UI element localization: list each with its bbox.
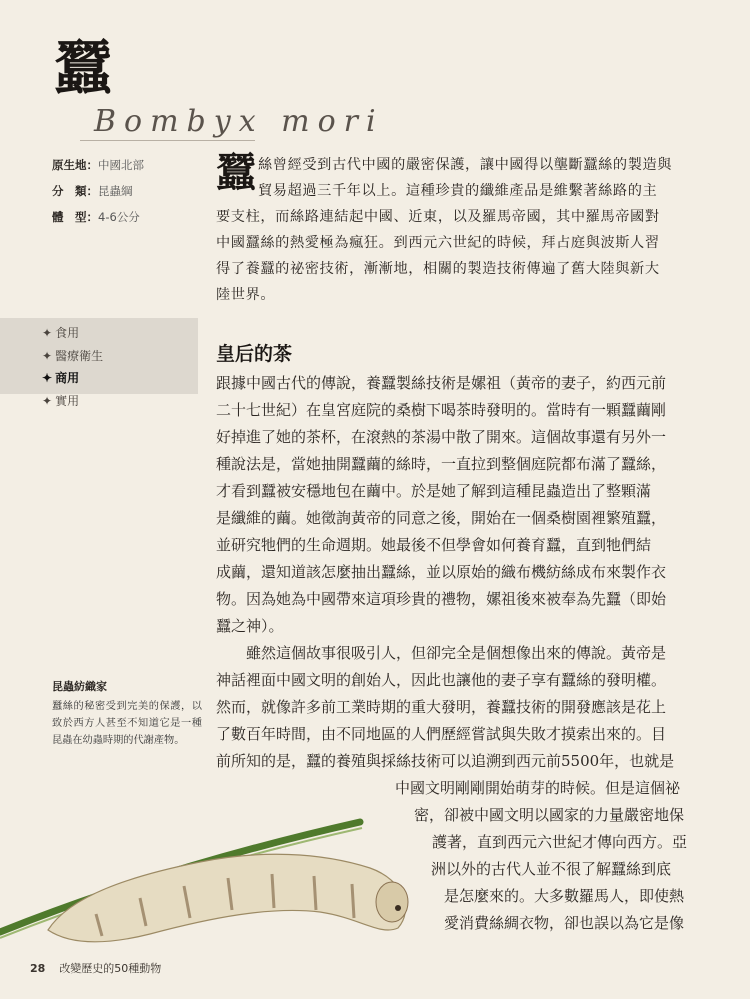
diamond-icon: ✦ xyxy=(42,371,53,385)
intro-line: 陸世界。 xyxy=(216,287,276,303)
body-line: 種說法是，當她抽開蠶繭的絲時，一直拉到整個庭院都布滿了蠶絲， xyxy=(216,455,667,473)
intro-line: 貿易超過三千年以上。這種珍貴的纖維產品是維繫著絲路的主 xyxy=(258,183,658,199)
use-label: 醫療衛生 xyxy=(55,348,104,363)
sidebar-heading: 昆蟲紡織家 xyxy=(52,680,107,693)
title-rule xyxy=(80,140,255,141)
body-line: 密，卻被中國文明以國家的力量嚴密地保 xyxy=(414,806,685,824)
intro-line: 中國蠶絲的熱愛極為瘋狂。到西元六世紀的時候，拜占庭與波斯人習 xyxy=(216,235,660,251)
title-character: 蠶 xyxy=(54,34,113,102)
intro-line: 要支柱，而絲路連結起中國、近東，以及羅馬帝國，其中羅馬帝國對 xyxy=(216,209,660,225)
use-item-medical xyxy=(42,345,103,368)
body-line: 神話裡面中國文明的創始人，因此也讓他的妻子享有蠶絲的發明權。 xyxy=(216,671,667,689)
body-line: 了數百年時間，由不同地區的人們歷經嘗試與失敗才摸索出來的。目 xyxy=(216,725,667,743)
body-line: 成繭，還知道該怎麼抽出蠶絲，並以原始的織布機紡絲成布來製作衣 xyxy=(216,563,667,581)
uses-list xyxy=(42,322,103,412)
body-line: 護著，直到西元六世紀才傳向西方。亞 xyxy=(432,833,688,851)
latin-name: Bombyx mori xyxy=(94,104,384,139)
body-line: 洲以外的古代人並不很了解蠶絲到底 xyxy=(431,860,672,878)
body-line: 跟據中國古代的傳說，養蠶製絲技術是嫘祖（黃帝的妻子，約西元前 xyxy=(216,374,667,392)
body-line: 並研究牠們的生命週期。她最後不但學會如何養育蠶，直到牠們結 xyxy=(216,536,652,554)
section-heading: 皇后的茶 xyxy=(216,343,293,365)
use-item-food xyxy=(42,322,103,345)
silkworm-image xyxy=(0,810,420,960)
body-line: 雖然這個故事很吸引人，但卻完全是個想像出來的傳說。黃帝是 xyxy=(216,644,667,662)
sidebar-body: 蠶絲的秘密受到完美的保護，以致於西方人甚至不知道它是一種昆蟲在幼蟲時期的代謝產物。 xyxy=(52,701,202,746)
body-line: 是纖維的繭。她徵詢黃帝的同意之後，開始在一個桑樹園裡繁殖蠶， xyxy=(216,509,667,527)
page-footer xyxy=(30,960,161,976)
body-line: 二十七世紀）在皇宮庭院的桑樹下喝茶時發明的。當時有一顆蠶繭剛 xyxy=(216,401,667,419)
body-line: 蠶之神）。 xyxy=(216,617,284,635)
body-line: 愛消費絲綢衣物，卻也誤以為它是像 xyxy=(444,914,685,932)
fact-size xyxy=(52,204,144,230)
body-line: 好掉進了她的茶杯，在滾熱的茶湯中散了開來。這個故事還有另外一 xyxy=(216,428,667,446)
page-number: 28 xyxy=(30,962,46,975)
use-item-commercial xyxy=(42,367,103,390)
intro-line: 絲曾經受到古代中國的嚴密保護，讓中國得以壟斷蠶絲的製造與 xyxy=(258,157,673,173)
use-item-practical xyxy=(42,390,103,413)
fact-value: 4-6公分 xyxy=(98,210,140,224)
sidebar-note xyxy=(52,678,202,749)
body-line: 才看到蠶被安穩地包在繭中。於是她了解到這種昆蟲造出了整顆滿 xyxy=(216,482,652,500)
body-line: 物。因為她為中國帶來這項珍貴的禮物，嫘祖後來被奉為先蠶（即始 xyxy=(216,590,667,608)
diamond-icon: ✦ xyxy=(42,326,53,340)
diamond-icon: ✦ xyxy=(42,393,53,408)
fact-value: 昆蟲綱 xyxy=(98,184,133,198)
fact-key: 分 類： xyxy=(52,184,98,198)
fact-origin xyxy=(52,152,144,178)
diamond-icon: ✦ xyxy=(42,348,53,363)
fact-list xyxy=(52,152,144,230)
fact-class xyxy=(52,178,144,204)
fact-value: 中國北部 xyxy=(98,158,144,172)
drop-cap: 蠶 xyxy=(216,149,256,196)
book-title: 改變歷史的50種動物 xyxy=(59,962,162,975)
body-line: 是怎麼來的。大多數羅馬人，即使熱 xyxy=(444,887,685,905)
fact-key: 原生地： xyxy=(52,158,98,172)
intro-line: 得了養蠶的祕密技術，漸漸地，相關的製造技術傳遍了舊大陸與新大 xyxy=(216,261,660,277)
body-line: 中國文明剛剛開始萌芽的時候。但是這個祕 xyxy=(395,779,681,797)
body-line: 然而，就像許多前工業時期的重大發明，養蠶技術的開發應該是花上 xyxy=(216,698,667,716)
use-label: 食用 xyxy=(55,326,80,340)
fact-key: 體 型： xyxy=(52,210,98,224)
use-label: 商用 xyxy=(55,371,80,385)
use-label: 實用 xyxy=(55,393,80,408)
body-line: 前所知的是，蠶的養殖與採絲技術可以追溯到西元前5500年，也就是 xyxy=(216,752,675,770)
